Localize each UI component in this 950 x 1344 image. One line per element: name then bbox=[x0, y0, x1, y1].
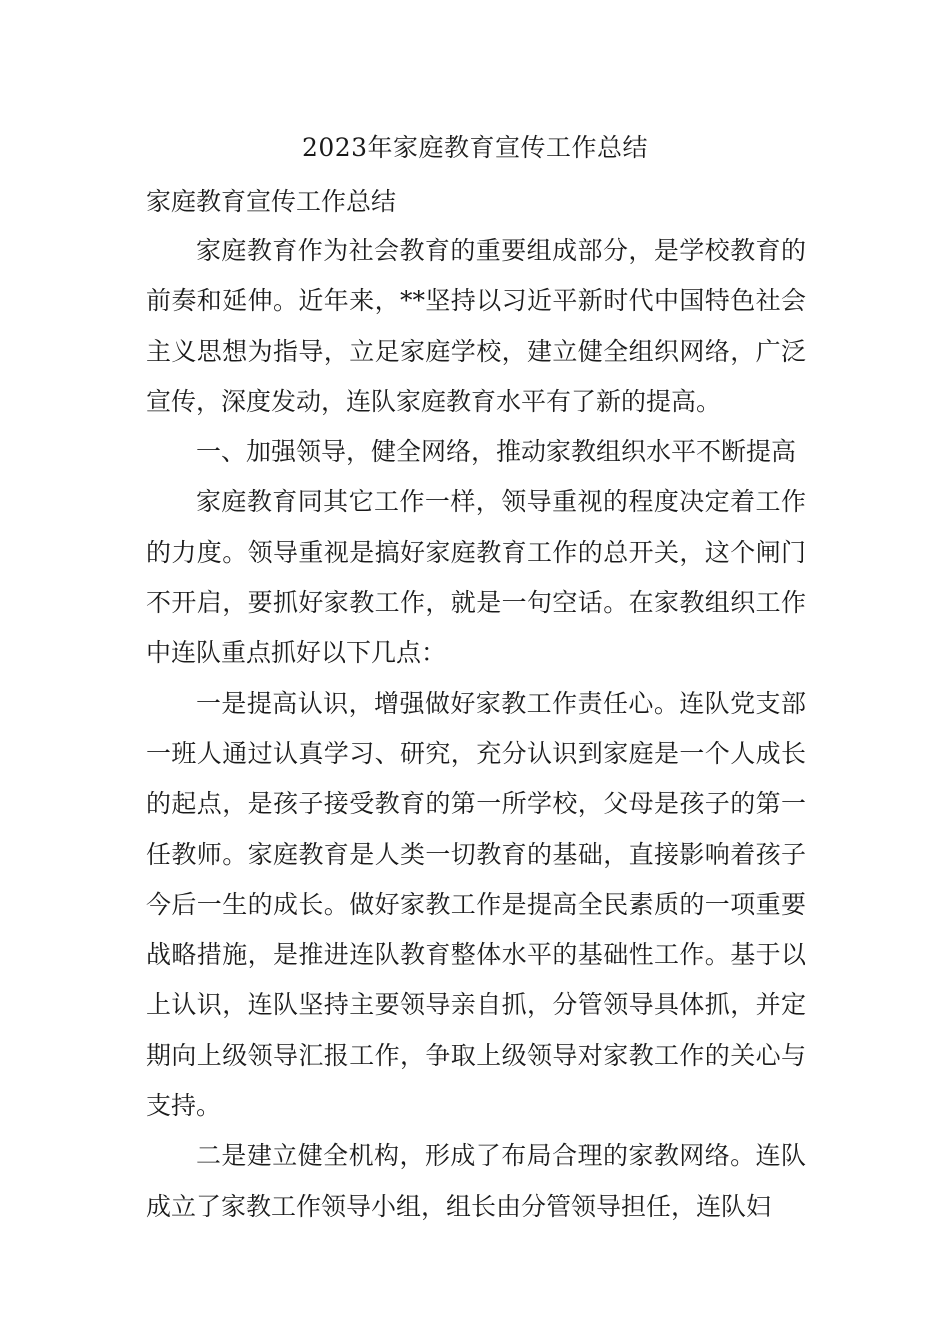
document-title: 2023年家庭教育宣传工作总结 bbox=[301, 133, 649, 162]
paragraph-intro: 家庭教育作为社会教育的重要组成部分，是学校教育的前奏和延伸。近年来，**坚持以习近平新时代中国特色社会主义思想为指导，立足家庭学校，建立健全组织网络，广泛宣传，深度发动，连队家庭教育水平有了新的提高。 bbox=[146, 236, 806, 416]
paragraph-point-1: 一是提高认识，增强做好家教工作责任心。连队党支部一班人通过认真学习、研究，充分认识到家庭是一个人成长的起点，是孩子接受教育的第一所学校，父母是孩子的第一任教师。家庭教育是人类一切教育的基础，直接影响着孩子今后一生的成长。做好家教工作是提高全民素质的一项重要战略措施，是推进连队教育整体水平的基础性工作。基于以上认识，连队坚持主要领导亲自抓，分管领导具体抓，并定期向上级领导汇报工作，争取上级领导对家教工作的关心与支持。 bbox=[146, 688, 806, 1121]
document-body bbox=[146, 226, 806, 1232]
paragraph-leadership: 家庭教育同其它工作一样，领导重视的程度决定着工作的力度。领导重视是搞好家庭教育工作的总开关，这个闸门不开启，要抓好家教工作，就是一句空话。在家教组织工作中连队重点抓好以下几点： bbox=[146, 487, 806, 668]
paragraph-point-2: 二是建立健全机构，形成了布局合理的家教网络。连队成立了家教工作领导小组，组长由分管领导担任，连队妇 bbox=[146, 1141, 806, 1221]
section-heading-1: 一、加强领导，健全网络，推动家教组织水平不断提高 bbox=[196, 437, 797, 467]
document-subtitle: 家庭教育宣传工作总结 bbox=[146, 187, 397, 216]
